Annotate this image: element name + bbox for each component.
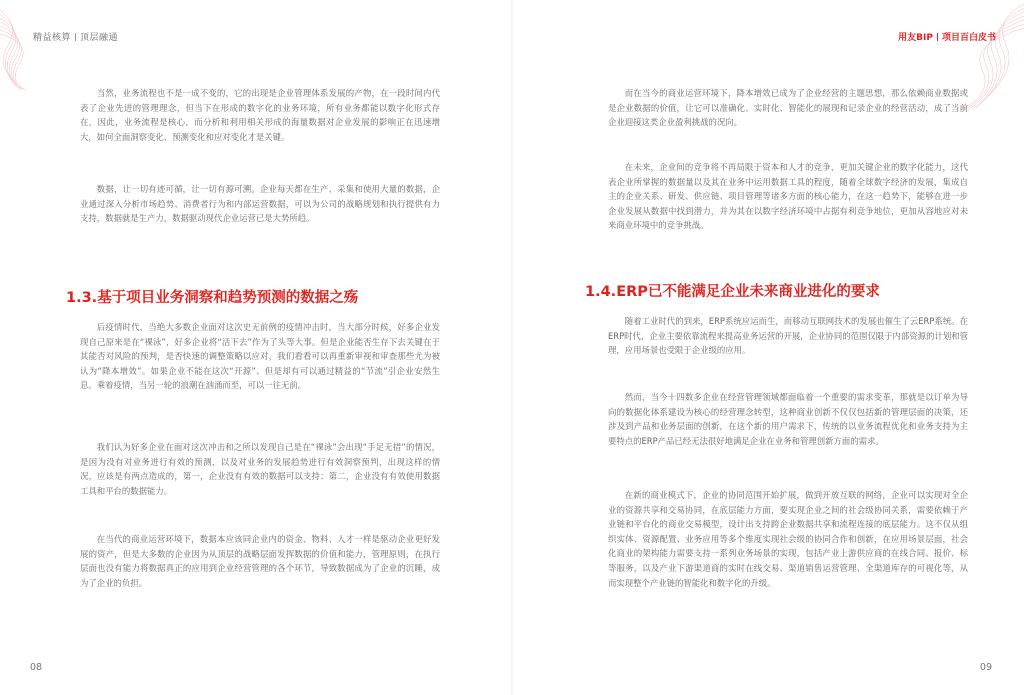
- body-paragraph: 当然，业务流程也不是一成不变的，它的出现是企业管理体系发展的产物，在一段时间内代表了企业先进的管理理念，但当下在形成的数字化的业务环境，所有业务都能以数字化形式存在，因此，业务流程是核心，而分析和利用相关形成的海量数据对企业发展的影响正在迅速增大，如何全面洞察变化、预测变化和应对变化才是关键。: [80, 88, 440, 142]
- body-paragraph: 在未来，企业间的竞争将不再局限于资本和人才的竞争，更加关键企业的数字化能力，这代表企业所掌握的数据量以及其在业务中运用数据工具的程度，随着全球数字经济的发展，集成自主的企业关系、研发、供应链、项目管理等诸多方面的核心能力，在这一趋势下，能够在进一步企业发展从数据中找到潜力，并为其在以数字经济环境中占据有利竞争地位，更加从容地应对未来商业环境中的竞争挑战。: [608, 162, 968, 231]
- section-title-1-4: 1.4.ERP已不能满足企业未来商业进化的要求: [585, 284, 880, 300]
- body-paragraph: 我们认为好多企业在面对这次冲击和之所以发现自己是在“裸泳”会出现“手足无措”的情况，是因为没有对业务进行有效的预测，以及对业务的发展趋势进行有效洞察预判，出现这样的情况，应该是有两点造成的，第一，企业没有有效的数据可以支持；第二，企业没有有效使用数据工具和平台的数据能力。: [80, 442, 440, 496]
- header-right-title: 项目百白皮书: [941, 33, 996, 43]
- decorative-wave-pattern-left: [0, 0, 60, 90]
- header-separator: [75, 33, 76, 41]
- header-left-part1: 精益核算: [33, 33, 72, 43]
- body-paragraph: 在当代的商业运营环境下，数据本应该同企业内的资金、物料、人才一样是驱动企业更好发展的资产，但是大多数的企业因为从顶层的战略层面发挥数据的价值和能力，管理原则，在执行层面也没有能力将数据真正的应用到企业经营管理的各个环节，导致数据成为了企业的沉睡，成为了企业的负担。: [80, 534, 440, 588]
- right-page: [513, 0, 1024, 695]
- section-title-1-3: 1.3.基于项目业务洞察和趋势预测的数据之殇: [66, 290, 359, 306]
- header-separator: [937, 33, 938, 41]
- page-number-right: 09: [979, 662, 992, 673]
- body-paragraph: 而在当今的商业运营环境下，降本增效已成为了企业经营的主题思想，那么依赖商业数据或是企业数据的价值，让它可以准确化、实时化、智能化的展现和记录企业的经营活动，成了当前企业迎接这类企业盈利挑战的况向。: [608, 88, 968, 128]
- running-header-right: [898, 30, 996, 43]
- running-header-left: [33, 30, 118, 43]
- page-number-left: 08: [30, 662, 43, 673]
- header-left-part2: 顶层融通: [80, 33, 119, 43]
- left-page: [0, 0, 511, 695]
- brand-logo-text: 用友BIP: [898, 33, 933, 43]
- body-paragraph: 后疫情时代，当绝大多数企业面对这次史无前例的疫情冲击时，当大部分时候，好多企业发现自己原来是在“裸泳”，好多企业将“活下去”作为了头等大事。但是企业能否生存下去关键在于其能否对风险的预判，是否快速的调整策略以应对，我们看看可以再重新审视和审查那些尤为被认为“降本增效”。如果企业不能在这次“开源”、但是却有可以通过精益的“节流”引企业安然生息。乘着疫情，当另一轮的浪潮在汹涌而至，可以一往无前。: [80, 322, 440, 391]
- body-paragraph: 随着工业时代的到来，ERP系统应运而生，而移动互联网技术的发展也催生了云ERP系统。在ERP时代，企业主要依靠流程来提高业务运营的开展，企业协同的范围仅限于内部资源的计划和管理，应用场景也受限于企业级的应用。: [608, 316, 968, 356]
- body-paragraph: 数据，让一切有迹可循，让一切有源可溯。企业每天都在生产、采集和使用大量的数据，企业通过深入分析市场趋势、消费者行为和内部运营数据，可以为公司的战略规划和执行提供有力支持，数据就是生产力，数据驱动现代企业运营已是大势所趋。: [80, 184, 440, 224]
- body-paragraph: 然而，当今十四数多企业在经营管理领域都面临着一个重要的需求变革，那就是以订单为导向的数据化体系建设为核心的经营理念转型，这种商业创新不仅仅包括新的管理层面的决策，还涉及到产品和业务层面的创新，在这个新的用户需求下，传统的以业务流程优化和业务支持为主要特点的ERP产品已经无法很好地满足企业在业务和管理创新方面的需求。: [608, 392, 968, 446]
- body-paragraph: 在新的商业模式下，企业的协同范围开始扩展，做到开放互联的网络，企业可以实现对全企业的资源共享和交易协同，在底层能力方面，要实现企业之间的社会级协同关系，需要依赖于产业链和平台化的商业交易模型，设计出支持跨企业数据共享和流程连接的底层能力。这不仅从组织实体、资源配置、业务应用等多个维度实现社会级的协同合作和创新，在应用场景层面，社会化商业的架构能力需要支持一系列业务场景的实现，包括产业上游供应商的在线合同、报价、标等服务，以及产业下游渠道商的实时在线交易、渠道销售运营管理、全渠道库存的可视化等，从而实现整个产业链的智能化和数字化的升级。: [608, 490, 968, 588]
